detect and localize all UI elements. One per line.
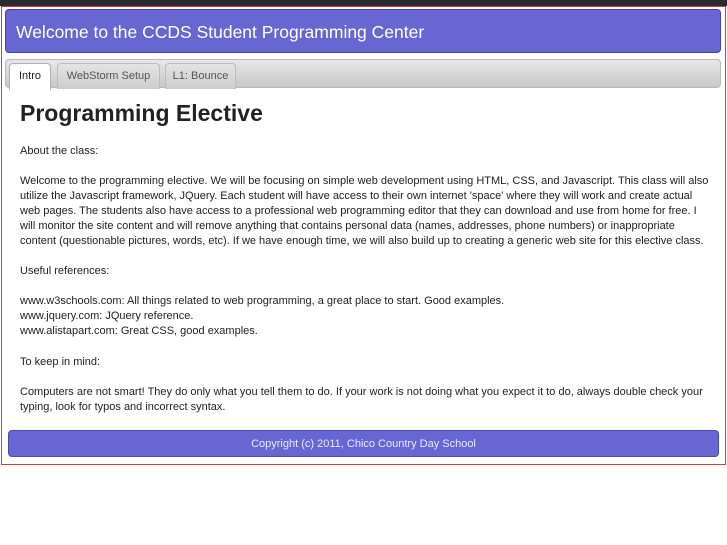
tab-webstorm-setup[interactable]: WebStorm Setup bbox=[57, 63, 160, 89]
reference-item: www.alistapart.com: Great CSS, good examples. bbox=[20, 325, 258, 337]
about-heading: About the class: bbox=[20, 145, 99, 157]
site-header bbox=[5, 9, 721, 53]
about-body: Welcome to the programming elective. We will be focusing on simple web development using HTML, CSS, and Javascript. This class will also utilize the Javascript framework, JQuery. Each student will have access to their own internet 'space' where they will work and create actual web pages. The students also have access to a professional web programming editor that they can download and use from home for free. I will monitor the site content and will remove anything that contains personal data (names, addresses, phone numbers) or inappropriate content (questionable pictures, words, etc). If we have enough time, we will also build up to creating a generic web site for this elective class. bbox=[20, 175, 709, 247]
tab-l1-bounce[interactable]: L1: Bounce bbox=[165, 63, 236, 89]
copyright-text: Copyright (c) 2011, Chico Country Day School bbox=[251, 438, 476, 450]
site-title: Welcome to the CCDS Student Programming Center bbox=[16, 22, 425, 42]
keep-in-mind-body: Computers are not smart! They do only what you tell them to do. If your work is not doing what you expect it to do, always double check your typing, look for typos and incorrect syntax. bbox=[20, 386, 703, 413]
reference-item: www.jquery.com: JQuery reference. bbox=[20, 310, 194, 322]
site-footer bbox=[8, 430, 719, 457]
tab-intro[interactable]: Intro bbox=[9, 63, 51, 90]
tab-bar bbox=[5, 59, 721, 88]
keep-in-mind-heading: To keep in mind: bbox=[20, 356, 101, 368]
references-heading: Useful references: bbox=[20, 265, 110, 277]
page-title: Programming Elective bbox=[20, 100, 263, 126]
reference-item: www.w3schools.com: All things related to web programming, a great place to start. Good examples. bbox=[20, 295, 505, 307]
